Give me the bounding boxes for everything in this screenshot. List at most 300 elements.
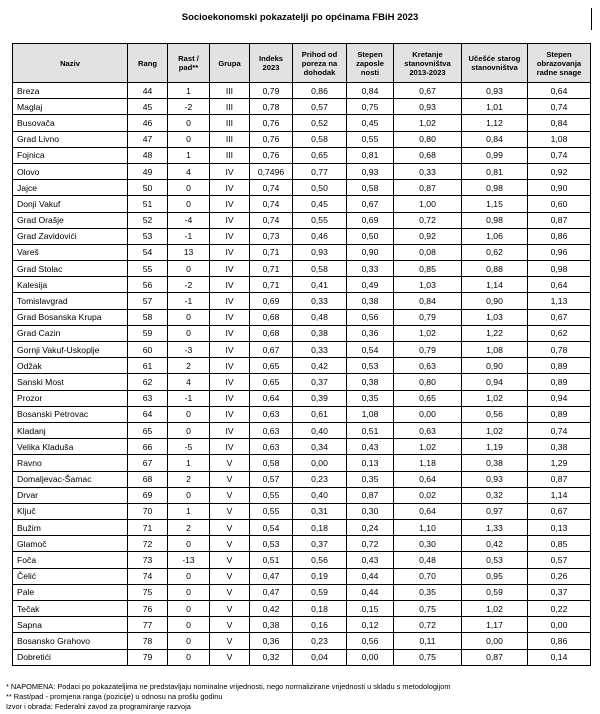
table-cell: 0,33 bbox=[293, 293, 347, 309]
municipality-name: Grad Orašje bbox=[13, 212, 128, 228]
table-cell: III bbox=[210, 83, 250, 99]
table-row bbox=[13, 358, 591, 374]
table-cell: 0,00 bbox=[347, 649, 394, 665]
table-cell: 0,18 bbox=[293, 520, 347, 536]
table-cell: 0,74 bbox=[250, 180, 293, 196]
table-cell: 0,00 bbox=[293, 455, 347, 471]
table-cell: 1,17 bbox=[462, 617, 528, 633]
table-cell: 57 bbox=[128, 293, 168, 309]
table-cell: 0,38 bbox=[250, 617, 293, 633]
table-cell: 0,38 bbox=[347, 293, 394, 309]
page-title: Socioekonomski pokazatelji po općinama FBiH 2023 bbox=[181, 12, 419, 23]
table-cell: V bbox=[210, 617, 250, 633]
table-cell: 0,65 bbox=[394, 390, 462, 406]
table-cell: 0,64 bbox=[394, 471, 462, 487]
table-cell: 1,01 bbox=[462, 99, 528, 115]
table-cell: IV bbox=[210, 439, 250, 455]
table-cell: 0,93 bbox=[394, 99, 462, 115]
table-cell: 68 bbox=[128, 471, 168, 487]
municipality-name: Grad Cazin bbox=[13, 325, 128, 341]
table-cell: 49 bbox=[128, 163, 168, 179]
municipality-name: Odžak bbox=[13, 358, 128, 374]
table-cell: 1,22 bbox=[462, 325, 528, 341]
table-cell: 1,14 bbox=[528, 487, 591, 503]
table-cell: 0,80 bbox=[394, 374, 462, 390]
table-cell: 0,64 bbox=[394, 503, 462, 519]
table-cell: 0,32 bbox=[462, 487, 528, 503]
table-cell: 0,92 bbox=[528, 163, 591, 179]
table-cell: 0,97 bbox=[462, 503, 528, 519]
table-cell: III bbox=[210, 147, 250, 163]
table-row bbox=[13, 536, 591, 552]
table-cell: 0,26 bbox=[528, 568, 591, 584]
footnote-rast-pad: ** Rast/pad - promjena ranga (pozicije) u odnosu na prošlu godinu bbox=[6, 692, 223, 701]
table-cell: 1,15 bbox=[462, 196, 528, 212]
table-cell: IV bbox=[210, 196, 250, 212]
municipality-name: Jajce bbox=[13, 180, 128, 196]
table-cell: 0,63 bbox=[250, 439, 293, 455]
table-cell: 0,40 bbox=[293, 487, 347, 503]
table-cell: 0,30 bbox=[347, 503, 394, 519]
table-cell: IV bbox=[210, 293, 250, 309]
table-cell: IV bbox=[210, 309, 250, 325]
table-cell: 0 bbox=[168, 422, 210, 438]
table-cell: 0,23 bbox=[293, 633, 347, 649]
table-cell: 0,74 bbox=[528, 147, 591, 163]
table-cell: 0,35 bbox=[394, 584, 462, 600]
table-cell: 79 bbox=[128, 649, 168, 665]
table-cell: 0,58 bbox=[293, 131, 347, 147]
table-cell: -2 bbox=[168, 99, 210, 115]
table-cell: V bbox=[210, 503, 250, 519]
table-cell: 0,00 bbox=[462, 633, 528, 649]
table-cell: 53 bbox=[128, 228, 168, 244]
table-cell: 0,40 bbox=[293, 422, 347, 438]
table-cell: V bbox=[210, 649, 250, 665]
table-row bbox=[13, 212, 591, 228]
table-cell: 0,84 bbox=[347, 83, 394, 99]
table-cell: 0,63 bbox=[250, 422, 293, 438]
table-cell: 71 bbox=[128, 520, 168, 536]
table-cell: 0,59 bbox=[293, 584, 347, 600]
table-cell: III bbox=[210, 115, 250, 131]
table-cell: 0,56 bbox=[462, 406, 528, 422]
municipality-name: Pale bbox=[13, 584, 128, 600]
table-cell: 0,11 bbox=[394, 633, 462, 649]
table-cell: 0 bbox=[168, 649, 210, 665]
table-cell: 0,96 bbox=[528, 244, 591, 260]
table-cell: 0,41 bbox=[293, 277, 347, 293]
table-cell: 54 bbox=[128, 244, 168, 260]
indicators-table bbox=[12, 43, 591, 666]
table-row bbox=[13, 83, 591, 99]
table-cell: 13 bbox=[168, 244, 210, 260]
table-cell: 0,67 bbox=[528, 503, 591, 519]
table-row bbox=[13, 633, 591, 649]
table-cell: 0,86 bbox=[528, 228, 591, 244]
table-row bbox=[13, 374, 591, 390]
table-cell: 4 bbox=[168, 163, 210, 179]
table-cell: 0 bbox=[168, 568, 210, 584]
table-cell: 0,53 bbox=[462, 552, 528, 568]
table-cell: 62 bbox=[128, 374, 168, 390]
table-cell: 0,54 bbox=[347, 342, 394, 358]
table-cell: 72 bbox=[128, 536, 168, 552]
table-cell: 0,85 bbox=[528, 536, 591, 552]
header-kretanje: Kretanje stanovništva 2013-2023 bbox=[394, 44, 462, 83]
table-cell: 0,93 bbox=[347, 163, 394, 179]
table-cell: 74 bbox=[128, 568, 168, 584]
table-cell: 1,19 bbox=[462, 439, 528, 455]
table-cell: 0,58 bbox=[250, 455, 293, 471]
table-cell: 0,55 bbox=[293, 212, 347, 228]
table-cell: IV bbox=[210, 244, 250, 260]
municipality-name: Grad Stolac bbox=[13, 261, 128, 277]
municipality-name: Gornji Vakuf-Uskoplje bbox=[13, 342, 128, 358]
table-cell: 0,67 bbox=[347, 196, 394, 212]
municipality-name: Bužim bbox=[13, 520, 128, 536]
table-cell: 1,02 bbox=[462, 601, 528, 617]
table-cell: 0,42 bbox=[462, 536, 528, 552]
table-cell: 2 bbox=[168, 358, 210, 374]
table-cell: 1,29 bbox=[528, 455, 591, 471]
table-cell: 0,64 bbox=[528, 83, 591, 99]
table-cell: 0,57 bbox=[293, 99, 347, 115]
table-cell: 1,14 bbox=[462, 277, 528, 293]
table-cell: V bbox=[210, 455, 250, 471]
header-staro-stanovnistvo: Učešće starog stanovništva bbox=[462, 44, 528, 83]
table-cell: V bbox=[210, 520, 250, 536]
table-row bbox=[13, 99, 591, 115]
table-cell: 0,94 bbox=[528, 390, 591, 406]
table-cell: V bbox=[210, 584, 250, 600]
table-cell: -13 bbox=[168, 552, 210, 568]
table-cell: IV bbox=[210, 325, 250, 341]
table-cell: 0,16 bbox=[293, 617, 347, 633]
table-cell: 0,81 bbox=[347, 147, 394, 163]
table-cell: 0,56 bbox=[293, 552, 347, 568]
table-cell: 0,61 bbox=[293, 406, 347, 422]
table-row bbox=[13, 471, 591, 487]
table-cell: 0,55 bbox=[250, 487, 293, 503]
municipality-name: Grad Livno bbox=[13, 131, 128, 147]
table-cell: 61 bbox=[128, 358, 168, 374]
table-cell: IV bbox=[210, 422, 250, 438]
table-cell: 0,71 bbox=[250, 277, 293, 293]
table-cell: 0,53 bbox=[250, 536, 293, 552]
table-cell: V bbox=[210, 536, 250, 552]
table-cell: 0,38 bbox=[347, 374, 394, 390]
table-cell: 78 bbox=[128, 633, 168, 649]
table-cell: 0,98 bbox=[528, 261, 591, 277]
table-cell: 55 bbox=[128, 261, 168, 277]
table-cell: 0,36 bbox=[347, 325, 394, 341]
table-row bbox=[13, 406, 591, 422]
table-cell: 67 bbox=[128, 455, 168, 471]
table-cell: 0,68 bbox=[394, 147, 462, 163]
table-cell: 0,04 bbox=[293, 649, 347, 665]
table-row bbox=[13, 293, 591, 309]
table-row bbox=[13, 163, 591, 179]
municipality-name: Glamoč bbox=[13, 536, 128, 552]
table-cell: 1,12 bbox=[462, 115, 528, 131]
table-cell: 0,33 bbox=[293, 342, 347, 358]
table-cell: 0,64 bbox=[250, 390, 293, 406]
table-cell: 0,65 bbox=[250, 358, 293, 374]
table-cell: 0,32 bbox=[250, 649, 293, 665]
table-cell: 0,13 bbox=[347, 455, 394, 471]
header-rang: Rang bbox=[128, 44, 168, 83]
table-cell: 2 bbox=[168, 520, 210, 536]
table-cell: 0,72 bbox=[394, 212, 462, 228]
table-cell: 48 bbox=[128, 147, 168, 163]
table-cell: 0,52 bbox=[293, 115, 347, 131]
table-cell: 0,75 bbox=[347, 99, 394, 115]
table-cell: 0,63 bbox=[250, 406, 293, 422]
table-cell: IV bbox=[210, 390, 250, 406]
table-cell: -4 bbox=[168, 212, 210, 228]
table-cell: 75 bbox=[128, 584, 168, 600]
municipality-name: Tečak bbox=[13, 601, 128, 617]
table-cell: 0,76 bbox=[250, 115, 293, 131]
table-cell: 63 bbox=[128, 390, 168, 406]
table-row bbox=[13, 261, 591, 277]
table-row bbox=[13, 390, 591, 406]
table-row bbox=[13, 455, 591, 471]
footnotes bbox=[6, 682, 451, 712]
table-cell: 0 bbox=[168, 180, 210, 196]
table-row bbox=[13, 115, 591, 131]
table-cell: 0,89 bbox=[528, 374, 591, 390]
table-cell: 1,02 bbox=[394, 439, 462, 455]
municipality-name: Ravno bbox=[13, 455, 128, 471]
table-cell: 0,86 bbox=[293, 83, 347, 99]
table-cell: 0,86 bbox=[528, 633, 591, 649]
table-cell: 1,06 bbox=[462, 228, 528, 244]
table-cell: 0,19 bbox=[293, 568, 347, 584]
table-cell: 0,84 bbox=[394, 293, 462, 309]
header-rast-pad: Rast / pad** bbox=[168, 44, 210, 83]
table-cell: 0,89 bbox=[528, 358, 591, 374]
table-cell: 44 bbox=[128, 83, 168, 99]
municipality-name: Bosanski Petrovac bbox=[13, 406, 128, 422]
table-cell: 0,74 bbox=[250, 196, 293, 212]
table-cell: 0,62 bbox=[462, 244, 528, 260]
table-cell: IV bbox=[210, 374, 250, 390]
table-row bbox=[13, 147, 591, 163]
table-cell: 0,48 bbox=[293, 309, 347, 325]
table-cell: 0,90 bbox=[528, 180, 591, 196]
table-cell: III bbox=[210, 99, 250, 115]
table-cell: 0,62 bbox=[528, 325, 591, 341]
table-cell: V bbox=[210, 487, 250, 503]
table-cell: 0,87 bbox=[394, 180, 462, 196]
municipality-name: Kladanj bbox=[13, 422, 128, 438]
table-row bbox=[13, 228, 591, 244]
table-row bbox=[13, 277, 591, 293]
table-cell: 0,58 bbox=[293, 261, 347, 277]
table-cell: 60 bbox=[128, 342, 168, 358]
municipality-name: Domaljevac-Šamac bbox=[13, 471, 128, 487]
municipality-name: Kalesija bbox=[13, 277, 128, 293]
table-cell: 0,37 bbox=[528, 584, 591, 600]
table-cell: 0,33 bbox=[347, 261, 394, 277]
table-cell: 66 bbox=[128, 439, 168, 455]
table-cell: 0,44 bbox=[347, 568, 394, 584]
table-cell: 1,08 bbox=[462, 342, 528, 358]
table-row bbox=[13, 180, 591, 196]
table-cell: 0,51 bbox=[347, 422, 394, 438]
municipality-name: Donji Vakuf bbox=[13, 196, 128, 212]
table-cell: 0,43 bbox=[347, 552, 394, 568]
footnote-napomena: * NAPOMENA: Podaci po pokazateljima ne predstavljaju nominalne vrijednosti, nego normalizirane vrijednosti u skladu s metodologijom bbox=[6, 682, 451, 691]
table-cell: 0,44 bbox=[347, 584, 394, 600]
table-cell: 0 bbox=[168, 309, 210, 325]
table-cell: 0,90 bbox=[462, 293, 528, 309]
table-cell: 0,55 bbox=[250, 503, 293, 519]
header-obrazovanje: Stepen obrazovanja radne snage bbox=[528, 44, 591, 83]
table-cell: 0,57 bbox=[250, 471, 293, 487]
table-cell: 0,77 bbox=[293, 163, 347, 179]
table-cell: 0 bbox=[168, 325, 210, 341]
table-cell: -1 bbox=[168, 228, 210, 244]
table-cell: -5 bbox=[168, 439, 210, 455]
table-cell: 0,45 bbox=[347, 115, 394, 131]
municipality-name: Grad Zavidovići bbox=[13, 228, 128, 244]
table-cell: 50 bbox=[128, 180, 168, 196]
municipality-name: Bosansko Grahovo bbox=[13, 633, 128, 649]
table-header-row bbox=[13, 44, 591, 83]
table-cell: IV bbox=[210, 212, 250, 228]
table-row bbox=[13, 649, 591, 665]
table-cell: 0,65 bbox=[293, 147, 347, 163]
table-cell: 0,56 bbox=[347, 309, 394, 325]
table-cell: 0,38 bbox=[462, 455, 528, 471]
table-cell: 1,10 bbox=[394, 520, 462, 536]
municipality-name: Fojnica bbox=[13, 147, 128, 163]
table-cell: 0,87 bbox=[347, 487, 394, 503]
table-cell: 1,18 bbox=[394, 455, 462, 471]
table-cell: 58 bbox=[128, 309, 168, 325]
table-cell: 0,13 bbox=[528, 520, 591, 536]
table-cell: 0,49 bbox=[347, 277, 394, 293]
table-cell: 0,56 bbox=[347, 633, 394, 649]
municipality-name: Grad Bosanska Krupa bbox=[13, 309, 128, 325]
table-cell: 0,88 bbox=[462, 261, 528, 277]
table-row bbox=[13, 439, 591, 455]
table-cell: 0,79 bbox=[394, 309, 462, 325]
table-cell: 0,87 bbox=[462, 649, 528, 665]
table-cell: 0,68 bbox=[250, 325, 293, 341]
table-cell: 0,78 bbox=[528, 342, 591, 358]
table-cell: 0,00 bbox=[394, 406, 462, 422]
table-cell: 0,78 bbox=[250, 99, 293, 115]
table-cell: IV bbox=[210, 180, 250, 196]
table-cell: 0,74 bbox=[528, 422, 591, 438]
table-cell: 0,64 bbox=[528, 277, 591, 293]
table-cell: 0,47 bbox=[250, 584, 293, 600]
title-divider bbox=[591, 8, 592, 30]
table-cell: IV bbox=[210, 406, 250, 422]
table-row bbox=[13, 552, 591, 568]
table-cell: 0,59 bbox=[462, 584, 528, 600]
table-cell: 0 bbox=[168, 131, 210, 147]
table-cell: 0 bbox=[168, 115, 210, 131]
table-cell: 0 bbox=[168, 487, 210, 503]
table-cell: 59 bbox=[128, 325, 168, 341]
municipality-name: Velika Kladuša bbox=[13, 439, 128, 455]
footnote-source: Izvor i obrada: Federalni zavod za programiranje razvoja bbox=[6, 702, 191, 711]
table-cell: 0,18 bbox=[293, 601, 347, 617]
table-cell: 0,57 bbox=[528, 552, 591, 568]
table-cell: 1 bbox=[168, 455, 210, 471]
table-cell: III bbox=[210, 131, 250, 147]
municipality-name: Vareš bbox=[13, 244, 128, 260]
table-cell: 0,93 bbox=[462, 471, 528, 487]
table-cell: 77 bbox=[128, 617, 168, 633]
table-cell: 0,12 bbox=[347, 617, 394, 633]
table-cell: 73 bbox=[128, 552, 168, 568]
municipality-name: Sapna bbox=[13, 617, 128, 633]
table-row bbox=[13, 503, 591, 519]
table-cell: 0,98 bbox=[462, 180, 528, 196]
table-cell: 0 bbox=[168, 584, 210, 600]
table-row bbox=[13, 617, 591, 633]
table-cell: 0,84 bbox=[462, 131, 528, 147]
table-row bbox=[13, 487, 591, 503]
table-row bbox=[13, 422, 591, 438]
table-cell: 4 bbox=[168, 374, 210, 390]
table-row bbox=[13, 244, 591, 260]
header-indeks: Indeks 2023 bbox=[250, 44, 293, 83]
table-cell: IV bbox=[210, 277, 250, 293]
table-cell: 0,71 bbox=[250, 261, 293, 277]
table-cell: 0,95 bbox=[462, 568, 528, 584]
table-cell: 0,84 bbox=[528, 115, 591, 131]
table-cell: 0,69 bbox=[250, 293, 293, 309]
table-cell: V bbox=[210, 552, 250, 568]
table-cell: 0,50 bbox=[347, 228, 394, 244]
table-cell: 0,22 bbox=[528, 601, 591, 617]
table-cell: 0,34 bbox=[293, 439, 347, 455]
table-cell: 69 bbox=[128, 487, 168, 503]
table-cell: 0,02 bbox=[394, 487, 462, 503]
table-cell: 0,46 bbox=[293, 228, 347, 244]
table-cell: 1,02 bbox=[394, 325, 462, 341]
header-grupa: Grupa bbox=[210, 44, 250, 83]
table-cell: 0,60 bbox=[528, 196, 591, 212]
table-body bbox=[13, 83, 591, 666]
municipality-name: Prozor bbox=[13, 390, 128, 406]
table-cell: 0,70 bbox=[394, 568, 462, 584]
table-cell: 0,74 bbox=[528, 99, 591, 115]
table-cell: IV bbox=[210, 163, 250, 179]
table-cell: 0 bbox=[168, 406, 210, 422]
table-cell: 0,75 bbox=[394, 601, 462, 617]
table-cell: 0,72 bbox=[394, 617, 462, 633]
table-row bbox=[13, 520, 591, 536]
table-cell: 0,67 bbox=[394, 83, 462, 99]
table-cell: -1 bbox=[168, 390, 210, 406]
table-cell: 0,45 bbox=[293, 196, 347, 212]
table-cell: 0,36 bbox=[250, 633, 293, 649]
table-cell: 0,51 bbox=[250, 552, 293, 568]
table-cell: 0,87 bbox=[528, 471, 591, 487]
table-cell: 1,02 bbox=[462, 390, 528, 406]
table-cell: 1,08 bbox=[347, 406, 394, 422]
header-zaposlenost: Stepen zaposle nosti bbox=[347, 44, 394, 83]
table-cell: 1,13 bbox=[528, 293, 591, 309]
